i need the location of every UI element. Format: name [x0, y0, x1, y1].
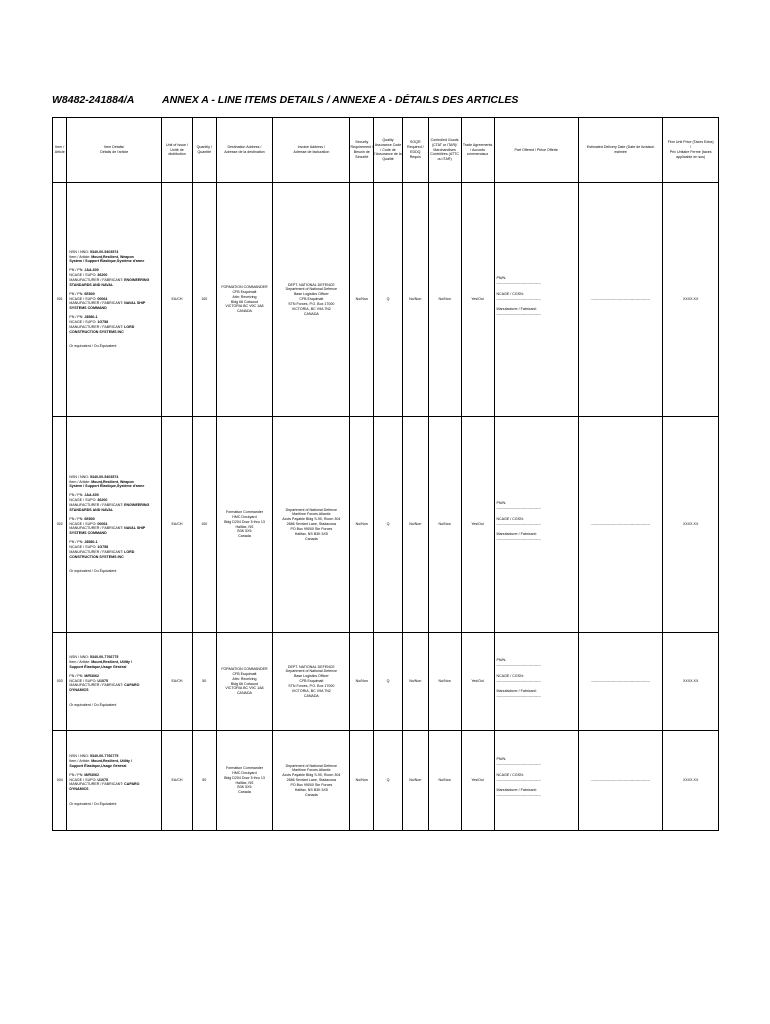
- manufacturer-label: MANUFACTURER / FABRICANT:: [69, 277, 125, 282]
- part-offered: [494, 731, 578, 831]
- item-identity: [69, 475, 159, 490]
- address-line: Halifax, NS: [235, 524, 254, 529]
- delivery-date-blank: -------------------------------------------------: [578, 183, 662, 417]
- security-requirement: No/Non: [350, 417, 374, 633]
- nsn-value: 5340-00-5403574: [89, 249, 119, 254]
- address-line: VICTORIA BC V9C 1A8: [225, 686, 264, 691]
- header-line: Adresse de facturation: [293, 150, 330, 154]
- address-line: HMC Dockyard: [232, 770, 257, 775]
- address-line: Department of National Defence: [285, 669, 338, 674]
- offered-manufacturer-label: Manufacturer / Fabricant:: [496, 788, 537, 793]
- address-line: Bldg 66 Colwood: [230, 681, 259, 686]
- part-offered: [494, 183, 578, 417]
- quality-code: Q: [374, 417, 403, 633]
- address-line: Halifax, NS: [235, 780, 254, 785]
- destination-address: [216, 731, 273, 831]
- item-identity: [69, 250, 159, 265]
- item-details: [67, 183, 162, 417]
- manufacturer-value: NAVAL SHIP: [124, 301, 146, 306]
- address-line: 2686 Sextant Lane, Stadacona: [286, 522, 337, 527]
- line-items-table: [52, 117, 719, 831]
- header-line: l'Assurance de la: [374, 152, 402, 157]
- offered-pn-blank: -------------------------------------: [496, 280, 541, 285]
- manufacturer-value-cont: SYSTEMS COMMAND: [69, 531, 107, 536]
- col-destination: [216, 118, 273, 183]
- offered-manufacturer-blank: -------------------------------------: [496, 312, 541, 317]
- ncage-value: 1G758: [97, 319, 109, 324]
- offered-manufacturer-blank: -------------------------------------: [496, 793, 541, 798]
- manufacturer-value: ENGINEERING: [124, 502, 150, 507]
- solicitation-number: W8482-241884/A: [52, 94, 135, 106]
- manufacturer-value-cont: STANDARDS AND NAVAL: [69, 282, 114, 287]
- header-line: Required /: [406, 145, 424, 150]
- offered-pn-blank: -------------------------------------: [496, 505, 541, 510]
- header-line: ou ITAR): [437, 157, 452, 162]
- pn-value: 6E800: [84, 516, 95, 521]
- address-line: CANADA: [236, 309, 252, 314]
- manufacturer-value: LORD: [124, 549, 135, 554]
- header-line: Besoin de: [353, 150, 370, 154]
- nsn-value: 5340-00-5403574: [89, 474, 119, 479]
- header-line: Assurance Code: [374, 142, 402, 147]
- nsn-value: 5340-00-7766775: [89, 754, 119, 759]
- offered-ncage-label: NCAGE / CGSN:: [496, 516, 524, 521]
- header-line: Quality: [382, 137, 394, 142]
- unit-of-issue: EA/CH: [162, 633, 193, 731]
- header-line: (CTAT or ITAR)/: [431, 142, 458, 147]
- col-trade: [461, 118, 494, 183]
- security-requirement: No/Non: [350, 731, 374, 831]
- header-line: Marchandises: [433, 147, 456, 152]
- trade-agreements: Yes/Oui: [461, 731, 494, 831]
- table-row: [53, 731, 719, 831]
- col-quality: [374, 118, 403, 183]
- address-line: STN Forces, P.O. Box 17000: [288, 683, 335, 688]
- address-line: DEPT. NATIONAL DEFENCE: [287, 664, 335, 669]
- address-line: CFB Esquimalt: [299, 297, 324, 302]
- offered-manufacturer-label: Manufacturer / Fabricant:: [496, 689, 537, 694]
- header-line: Quantity /: [196, 145, 212, 150]
- pn-label: PN / PN:: [69, 516, 85, 521]
- item-number: 003: [53, 633, 67, 731]
- header-line: Unité de: [170, 147, 184, 152]
- trade-agreements: Yes/Oui: [461, 633, 494, 731]
- offered-manufacturer-label: Manufacturer / Fabricant:: [496, 532, 537, 537]
- address-line: Canada: [238, 534, 251, 539]
- invoice-address: [273, 183, 350, 417]
- header-line: commerciaux: [466, 152, 489, 157]
- col-price: [663, 118, 719, 183]
- part-reference: [69, 493, 159, 512]
- quantity: 50: [192, 633, 216, 731]
- address-line: PO Box 99000 Stn Forces: [290, 782, 333, 787]
- delivery-date-blank: -------------------------------------------------: [578, 731, 662, 831]
- address-line: Accts Payable Bldg S-90, Room 304: [282, 773, 341, 778]
- nsn-value: 5340-00-7766775: [89, 655, 119, 660]
- header-line: Qualité: [382, 157, 394, 162]
- col-item: [53, 118, 67, 183]
- header-line: Contrôlées (ATTC: [430, 152, 459, 157]
- offered-ncage-blank: -------------------------------------: [496, 678, 541, 683]
- soqr-required: No/Non: [402, 417, 428, 633]
- item-number: 002: [53, 417, 67, 633]
- quality-code: Q: [374, 633, 403, 731]
- destination-address: [216, 633, 273, 731]
- manufacturer-value-cont: CONSTRUCTION SYSTEMS INC: [69, 329, 124, 334]
- offered-pn-blank: -------------------------------------: [496, 662, 541, 667]
- header-line: Quantité: [197, 150, 212, 154]
- col-unit: [162, 118, 193, 183]
- pn-label: PN / PN:: [69, 673, 85, 678]
- ncage-label: NCAGE / SUPO:: [69, 273, 98, 278]
- item-identity: [69, 655, 159, 670]
- header-line: EDDQ: [410, 150, 421, 154]
- pn-label: PN / PN:: [69, 268, 85, 273]
- item-details: [67, 417, 162, 633]
- header-line: Adresse de la destination: [224, 150, 265, 154]
- header-line: Part Offered / Pièce Offerte: [514, 147, 558, 152]
- offered-pn-label: PN/N:: [496, 756, 507, 761]
- table-row: [53, 633, 719, 731]
- table-row: [53, 183, 719, 417]
- ncage-value: U1075: [97, 777, 108, 782]
- col-details: [67, 118, 162, 183]
- invoice-address: [273, 417, 350, 633]
- header-line: applicable en sus): [676, 154, 706, 159]
- address-line: FORMATION COMMANDER: [221, 666, 268, 671]
- nsn-label: NSN / NNO:: [69, 655, 90, 660]
- offered-pn-label: PN/N:: [496, 657, 507, 662]
- header-line: Unit of Issue /: [166, 142, 189, 147]
- header-line: distribution: [168, 152, 186, 157]
- controlled-goods: No/Non: [428, 731, 461, 831]
- offered-ncage-label: NCAGE / CGSN:: [496, 673, 524, 678]
- address-line: Maritime Forces Atlantic: [292, 512, 331, 517]
- manufacturer-label: MANUFACTURER / FABRICANT:: [69, 324, 125, 329]
- address-line: HMC Dockyard: [232, 514, 257, 519]
- pn-label: PN / PN:: [69, 291, 85, 296]
- invoice-address: [273, 731, 350, 831]
- ncage-label: NCAGE / SUPO:: [69, 777, 98, 782]
- pn-value: 6E800: [84, 291, 95, 296]
- controlled-goods: No/Non: [428, 183, 461, 417]
- address-line: CFB Esquimalt: [232, 671, 257, 676]
- address-line: Accts Payable Bldg S-90, Room 304: [282, 517, 341, 522]
- col-part-offered: [494, 118, 578, 183]
- soqr-required: No/Non: [402, 183, 428, 417]
- trade-agreements: Yes/Oui: [461, 183, 494, 417]
- offered-manufacturer-blank: -------------------------------------: [496, 537, 541, 542]
- quantity: 50: [192, 731, 216, 831]
- header-line: /: [690, 145, 692, 150]
- unit-price: XXXX.XX: [663, 731, 719, 831]
- item-label: Item / Article:: [69, 758, 92, 763]
- pn-value: M/R3062: [84, 772, 99, 777]
- pn-label: PN / PN:: [69, 493, 85, 498]
- unit-price: XXXX.XX: [663, 417, 719, 633]
- part-reference: [69, 268, 159, 287]
- manufacturer-label: MANUFACTURER / FABRICANT:: [69, 301, 125, 306]
- address-line: Bldg D204 Door 5 thru 13: [224, 519, 265, 524]
- col-delivery: [578, 118, 662, 183]
- header-line: Détails de l'article: [100, 150, 129, 154]
- ncage-label: NCAGE / SUPO:: [69, 521, 98, 526]
- unit-price: XXXX.XX: [663, 183, 719, 417]
- item-description-cont: Support Élastique,Usage Général: [69, 664, 127, 669]
- manufacturer-value: CAPARO: [124, 782, 140, 787]
- offered-manufacturer-blank: -------------------------------------: [496, 694, 541, 699]
- ncage-value: 00064: [97, 521, 108, 526]
- header-line: Article: [54, 150, 65, 154]
- item-label: Item / Article:: [69, 254, 92, 259]
- header-line: Item Details/: [104, 145, 125, 150]
- or-equivalent: Or equivalent / Ou Équivalent: [69, 703, 117, 708]
- delivery-date-blank: -------------------------------------------------: [578, 633, 662, 731]
- soqr-required: No/Non: [402, 731, 428, 831]
- ncage-label: NCAGE / SUPO:: [69, 544, 98, 549]
- or-equivalent: Or equivalent / Ou Équivalent: [69, 569, 117, 574]
- controlled-goods: No/Non: [428, 633, 461, 731]
- table-row: [53, 417, 719, 633]
- address-line: VICTORIA, BC V9A 7N2: [291, 688, 331, 693]
- manufacturer-value: ENGINEERING: [124, 277, 150, 282]
- part-reference: [69, 517, 159, 536]
- pn-value: M/R3062: [84, 673, 99, 678]
- invoice-address: [273, 633, 350, 731]
- address-line: Bldg D204 Door 5 thru 13: [224, 775, 265, 780]
- address-line: VICTORIA BC V9C 1A8: [225, 304, 264, 309]
- header-line: Destination Address /: [227, 145, 262, 150]
- offered-ncage-label: NCAGE / CGSN:: [496, 772, 524, 777]
- manufacturer-value: LORD: [124, 324, 135, 329]
- manufacturer-label: MANUFACTURER / FABRICANT:: [69, 782, 125, 787]
- address-line: STN Forces, P.O. Box 17000: [288, 301, 335, 306]
- pn-value: J8580-1: [84, 315, 98, 320]
- offered-ncage-label: NCAGE / CGSN:: [496, 291, 524, 296]
- col-soqr: [402, 118, 428, 183]
- col-controlled: [428, 118, 461, 183]
- ncage-label: NCAGE / SUPO:: [69, 319, 98, 324]
- manufacturer-value-cont: STANDARDS AND NAVAL: [69, 507, 114, 512]
- address-line: VICTORIA, BC V9A 7N2: [291, 306, 331, 311]
- header-line: / Code de: [380, 147, 396, 152]
- destination-address: [216, 183, 273, 417]
- manufacturer-label: MANUFACTURER / FABRICANT:: [69, 549, 125, 554]
- pn-value: JAA-600: [84, 493, 99, 498]
- header-line: Requis: [409, 154, 421, 159]
- col-security: [350, 118, 374, 183]
- manufacturer-value-cont: SYSTEMS COMMAND: [69, 306, 107, 311]
- nsn-label: NSN / NNO:: [69, 249, 90, 254]
- header-line: Estimated Delivery Date (Date de livraison: [586, 145, 655, 150]
- offered-pn-label: PN/N:: [496, 500, 507, 505]
- address-line: CFB Esquimalt: [299, 679, 324, 684]
- address-line: B3K 5X5: [237, 529, 252, 534]
- header-row: [53, 118, 719, 183]
- address-line: Base Logistics Officer: [293, 674, 329, 679]
- item-description: Mount,Resilient, Utility /: [91, 758, 132, 763]
- address-line: B3K 5X5: [237, 785, 252, 790]
- address-line: CFB Esquimalt: [232, 289, 257, 294]
- manufacturer-value-cont: DYNAMICS: [69, 688, 89, 693]
- delivery-date-blank: -------------------------------------------------: [578, 417, 662, 633]
- or-equivalent: Or equivalent / Ou Équivalent: [69, 802, 117, 807]
- nsn-label: NSN / NNO:: [69, 474, 90, 479]
- ncage-value: 1G758: [97, 544, 109, 549]
- ncage-value: 00064: [97, 296, 108, 301]
- address-line: 2686 Sextant Lane, Stadacona: [286, 778, 337, 783]
- ncage-label: NCAGE / SUPO:: [69, 296, 98, 301]
- address-line: Formation Commander: [225, 765, 263, 770]
- col-qty: [192, 118, 216, 183]
- item-description: Mount,Resilient, Utility /: [91, 659, 132, 664]
- item-description: Mount,Resilient, Weapon: [91, 254, 134, 259]
- offered-pn-blank: -------------------------------------: [496, 761, 541, 766]
- trade-agreements: Yes/Oui: [461, 417, 494, 633]
- part-reference: [69, 315, 159, 334]
- pn-value: J8580-1: [84, 540, 98, 545]
- header-line: Security: [355, 140, 369, 145]
- item-label: Item / Article:: [69, 659, 92, 664]
- item-details: [67, 731, 162, 831]
- address-line: Department of National Defence: [285, 507, 338, 512]
- item-description-cont: Support Élastique,Usage Général: [69, 763, 127, 768]
- ncage-label: NCAGE / SUPO:: [69, 678, 98, 683]
- address-line: Canada: [238, 790, 251, 795]
- address-line: DEPT. NATIONAL DEFENCE: [287, 282, 335, 287]
- security-requirement: No/Non: [350, 183, 374, 417]
- header-line: Sécurité: [355, 154, 369, 159]
- part-reference: [69, 773, 159, 792]
- offered-ncage-blank: -------------------------------------: [496, 296, 541, 301]
- item-number: 001: [53, 183, 67, 417]
- unit-of-issue: EA/CH: [162, 417, 193, 633]
- manufacturer-label: MANUFACTURER / FABRICANT:: [69, 502, 125, 507]
- ncage-value: U1075: [97, 678, 108, 683]
- or-equivalent: Or equivalent / Ou Équivalent: [69, 344, 117, 349]
- part-reference: [69, 292, 159, 311]
- part-reference: [69, 674, 159, 693]
- address-line: Department of National Defence: [285, 763, 338, 768]
- offered-pn-label: PN/N:: [496, 275, 507, 280]
- unit-price: XXXX.XX: [663, 633, 719, 731]
- address-line: Attn: Receiving: [232, 676, 257, 681]
- address-line: Canada: [305, 792, 318, 797]
- header-line: Controlled Goods: [430, 137, 459, 142]
- address-line: Base Logistics Officer: [293, 292, 329, 297]
- item-number: 004: [53, 731, 67, 831]
- item-description-cont: System / Support Élastique,Système d'arme: [69, 484, 145, 489]
- pn-value: JAA-600: [84, 268, 99, 273]
- item-identity: [69, 754, 159, 769]
- address-line: Bldg 66 Colwood: [230, 299, 259, 304]
- address-line: FORMATION COMMANDER: [221, 284, 268, 289]
- part-reference: [69, 540, 159, 559]
- header-line: Requirement /: [350, 145, 374, 150]
- address-line: Attn: Receiving: [232, 294, 257, 299]
- pn-label: PN / PN:: [69, 772, 85, 777]
- header-line: Firm Unit Price (Taxes Extra): [667, 140, 714, 145]
- quantity: 100: [192, 417, 216, 633]
- ncage-value: 36200: [97, 273, 108, 278]
- pn-label: PN / PN:: [69, 540, 85, 545]
- manufacturer-label: MANUFACTURER / FABRICANT:: [69, 683, 125, 688]
- header-line: Invoice Address /: [297, 145, 326, 150]
- header-line: / Accords: [470, 147, 485, 152]
- ncage-value: 36200: [97, 498, 108, 503]
- item-description-cont: System / Support Élastique,Système d'arme: [69, 259, 145, 264]
- document-title: ANNEX A - LINE ITEMS DETAILS / ANNEXE A - DÉTAILS DES ARTICLES: [162, 94, 519, 106]
- manufacturer-value: NAVAL SHIP: [124, 526, 146, 531]
- quality-code: Q: [374, 731, 403, 831]
- address-line: Canada: [305, 536, 318, 541]
- address-line: CANADA: [236, 691, 252, 696]
- soqr-required: No/Non: [402, 633, 428, 731]
- address-line: Department of National Defence: [285, 287, 338, 292]
- manufacturer-value-cont: CONSTRUCTION SYSTEMS INC: [69, 554, 124, 559]
- header-line: Prix Unitaire Ferme (taxes: [669, 150, 712, 154]
- security-requirement: No/Non: [350, 633, 374, 731]
- manufacturer-value-cont: DYNAMICS: [69, 787, 89, 792]
- header-line: Item /: [55, 145, 65, 150]
- address-line: Halifax, NS B3K 5X5: [294, 787, 328, 792]
- address-line: Formation Commander: [225, 509, 263, 514]
- offered-manufacturer-label: Manufacturer / Fabricant:: [496, 307, 537, 312]
- ncage-label: NCAGE / SUPO:: [69, 498, 98, 503]
- quantity: 100: [192, 183, 216, 417]
- part-offered: [494, 633, 578, 731]
- item-description: Mount,Resilient, Weapon: [91, 479, 134, 484]
- address-line: Maritime Forces Atlantic: [292, 768, 331, 773]
- offered-ncage-blank: -------------------------------------: [496, 521, 541, 526]
- header-line: estimée: [614, 150, 627, 154]
- manufacturer-value: CAPARO: [124, 683, 140, 688]
- address-line: CANADA: [303, 311, 319, 316]
- unit-of-issue: EA/CH: [162, 183, 193, 417]
- unit-of-issue: EA/CH: [162, 731, 193, 831]
- col-invoice: [273, 118, 350, 183]
- header-line: Trade Agreements: [462, 142, 493, 147]
- part-offered: [494, 417, 578, 633]
- manufacturer-label: MANUFACTURER / FABRICANT:: [69, 526, 125, 531]
- destination-address: [216, 417, 273, 633]
- header-line: SOQR: [409, 140, 421, 145]
- nsn-label: NSN / NNO:: [69, 754, 90, 759]
- address-line: PO Box 99000 Stn Forces: [290, 526, 333, 531]
- quality-code: Q: [374, 183, 403, 417]
- offered-ncage-blank: -------------------------------------: [496, 777, 541, 782]
- address-line: CANADA: [303, 693, 319, 698]
- address-line: Halifax, NS B3K 5X5: [294, 531, 328, 536]
- item-details: [67, 633, 162, 731]
- pn-label: PN / PN:: [69, 315, 85, 320]
- controlled-goods: No/Non: [428, 417, 461, 633]
- item-label: Item / Article:: [69, 479, 92, 484]
